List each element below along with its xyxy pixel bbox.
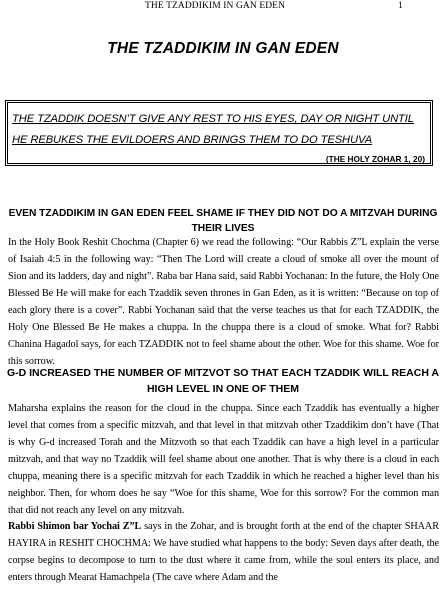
paragraph-reshit-chochma: In the Holy Book Reshit Chochma (Chapter 6) we read the following: “Our Rabbis Z”L explain the verse of Isaiah 4:5 in the following way: “Then The Lord will create a cloud of smoke all over the mount of Sion and its ladders, day and night”. Raba bar Hana said, said Rabbi Yochanan: In the future, the Holy One Blessed Be He will make for each Tzaddik seven thrones in Gan Eden, as it is written: “Because on top of each glory there is a cover”. Rabbi Yochanan said that the verse teaches us that for each TZADDIK, the Holy One Blessed Be He makes a chuppa. In the chuppa there is a cloud of smoke. What for? Rabbi Chanina Hagadol says, for each TZADDIK not to feel shame about the other. Woe for this shame. Woe for this sorrow. bbox=[8, 237, 439, 367]
paragraph-zohar bbox=[8, 518, 439, 586]
paragraph-zohar-text: says in the Zohar, and is brought forth at the end of the chapter SHAAR HAYIRA in RESHIT CHOCHMA: We have studied what happens to the body: Seven days after death, the corpse begins to decompose to turn to the dust where it came from, while the soul enters its place, and enters through Mearat Hamachpela (The cave where Adam and the bbox=[8, 521, 439, 583]
quote-source: (THE HOLY ZOHAR 1, 20) bbox=[325, 154, 425, 164]
paragraph-lead-name: Rabbi Shimon bar Yochai Z”L bbox=[8, 521, 142, 532]
quote-text: THE TZADDIK DOESN’T GIVE ANY REST TO HIS EYES, DAY OR NIGHT UNTIL HE REBUKES THE EVILDOERS AND BRINGS THEM TO DO TESHUVA bbox=[12, 113, 414, 146]
quote-box bbox=[5, 100, 433, 166]
section-heading-mitzvot: G-D INCREASED THE NUMBER OF MITZVOT SO THAT EACH TZADDIK WILL REACH A HIGH LEVEL IN ONE OF THEM bbox=[6, 367, 440, 395]
page-number: 1 bbox=[398, 1, 403, 11]
page-title: THE TZADDIKIM IN GAN EDEN bbox=[107, 40, 339, 57]
paragraph-maharsha: Maharsha explains the reason for the cloud in the chuppa. Since each Tzaddik has eventually a higher level that comes from a specific mitzvah, and that level in that mitzvah other Tzaddikim don’t have (That is why G-d increased Torah and the Mitzvoth so that each Tzaddik can have a high level in a particular mitzvah, and that way no Tzaddik will feel shame about one another. That is why there is a cloud in each chuppa, meaning there is a specific mitzvah for each Tzaddik in which he reached a higher level than his neighbor. Then, for whom does he say “Woe for this shame, Woe for this sorrow? For the common man that did not reach any level on any mitzvah. bbox=[8, 403, 439, 516]
running-header bbox=[0, 0, 446, 12]
running-header-title: THE TZADDIKIM IN GAN EDEN bbox=[145, 1, 286, 11]
section-heading-shame: EVEN TZADDIKIM IN GAN EDEN FEEL SHAME IF THEY DID NOT DO A MITZVAH DURING THEIR LIVES bbox=[8, 208, 438, 234]
